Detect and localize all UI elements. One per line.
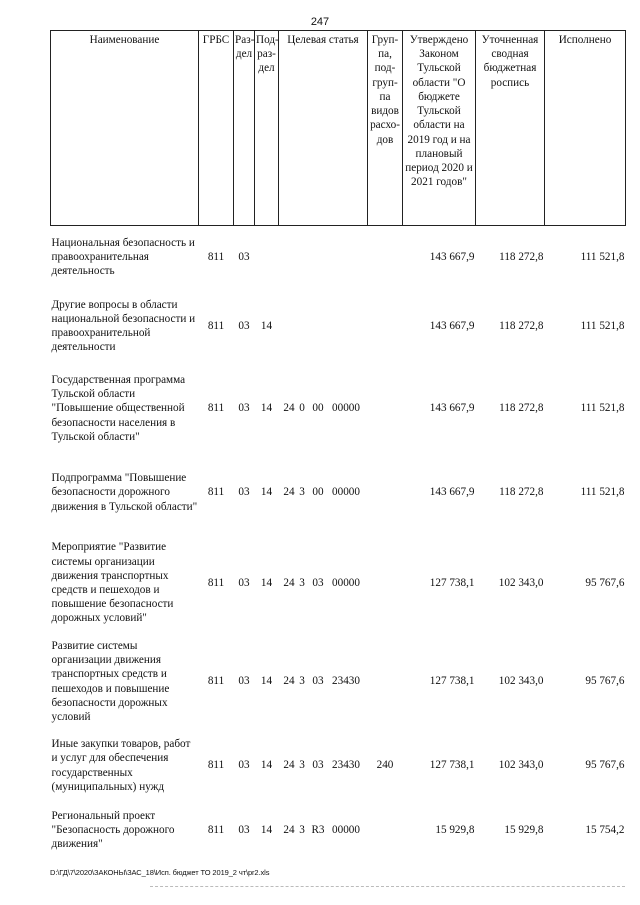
row-name: Подпрограмма "Повышение безопасности дорожного движения в Тульской области" — [51, 472, 198, 513]
row-refined: 15 929,8 — [504, 823, 544, 836]
row-target — [279, 635, 368, 729]
row-grbs: 811 — [207, 576, 225, 589]
row-razdel: 03 — [238, 759, 250, 772]
target-segment-t4: 00000 — [332, 823, 360, 836]
row-razdel: 03 — [238, 402, 250, 415]
row-approved: 127 738,1 — [429, 759, 475, 772]
target-segment-t2: 3 — [299, 675, 305, 688]
table-row — [51, 289, 626, 364]
row-refined: 118 272,8 — [499, 319, 544, 332]
row-approved: 143 667,9 — [429, 402, 475, 415]
target-segment-t3: R3 — [311, 823, 325, 836]
row-target — [279, 729, 368, 803]
row-razdel: 03 — [238, 319, 250, 332]
header-razdel: Раз-дел — [234, 31, 255, 226]
footer-divider — [150, 886, 625, 887]
target-segment-t2: 0 — [299, 402, 305, 415]
row-executed: 111 521,8 — [580, 402, 625, 415]
page-number: 247 — [310, 16, 330, 28]
file-path-footer: D:\ГД\7\2020\ЗАКОНЫ\ЗАС_18\Исп. бюджет ТО 2019_2 чт\pr2.xls — [50, 868, 270, 877]
row-approved: 15 929,8 — [435, 823, 475, 836]
row-executed: 111 521,8 — [580, 319, 625, 332]
target-segment-t2: 3 — [299, 576, 305, 589]
row-group — [368, 454, 403, 532]
table-row — [51, 532, 626, 635]
row-grbs: 811 — [207, 319, 225, 332]
row-executed: 111 521,8 — [580, 486, 625, 499]
row-refined: 102 343,0 — [498, 759, 544, 772]
table-row — [51, 226, 626, 289]
target-segment-t2: 3 — [299, 486, 305, 499]
table-row — [51, 364, 626, 454]
row-podrazdel: 14 — [260, 675, 273, 688]
row-grbs: 811 — [207, 251, 225, 264]
row-target — [279, 226, 368, 289]
row-razdel: 03 — [238, 486, 250, 499]
budget-table — [50, 30, 626, 858]
target-segment-t3: 00 — [312, 402, 324, 415]
row-grbs: 811 — [207, 486, 225, 499]
row-approved: 143 667,9 — [429, 319, 475, 332]
table-row — [51, 454, 626, 532]
target-segment-t4: 00000 — [332, 486, 360, 499]
row-target — [279, 364, 368, 454]
table-row — [51, 729, 626, 803]
target-segment-t1: 24 — [283, 675, 295, 688]
row-razdel: 03 — [238, 675, 250, 688]
target-segment-t4: 23430 — [332, 759, 360, 772]
row-grbs: 811 — [207, 675, 225, 688]
target-segment-t3: 03 — [312, 675, 324, 688]
row-razdel: 03 — [238, 823, 250, 836]
target-segment-t2: 3 — [299, 823, 305, 836]
header-podrazdel: Под-раз-дел — [255, 31, 279, 226]
row-name: Другие вопросы в области национальной безопасности и правоохранительной деятельности — [51, 298, 196, 354]
row-grbs: 811 — [207, 402, 225, 415]
row-refined: 102 343,0 — [498, 675, 544, 688]
target-segment-t1: 24 — [283, 576, 295, 589]
row-grbs: 811 — [207, 823, 225, 836]
row-group — [368, 532, 403, 635]
target-segment-t3: 00 — [312, 486, 324, 499]
row-refined: 118 272,8 — [499, 402, 544, 415]
row-approved: 143 667,9 — [429, 251, 475, 264]
row-grbs: 811 — [207, 759, 225, 772]
header-name: Наименование — [51, 31, 199, 226]
row-target — [279, 289, 368, 364]
row-group — [368, 803, 403, 858]
target-segment-t4: 23430 — [332, 675, 360, 688]
target-segment-t3: 03 — [312, 576, 324, 589]
row-podrazdel: 14 — [260, 823, 273, 836]
row-approved: 127 738,1 — [429, 675, 475, 688]
header-refined: Уточненная сводная бюджетная роспись — [476, 31, 545, 226]
row-razdel: 03 — [238, 251, 250, 264]
target-segment-t1: 24 — [283, 402, 295, 415]
header-target: Целевая статья — [279, 31, 368, 226]
row-approved: 127 738,1 — [429, 576, 475, 589]
table-row — [51, 803, 626, 858]
row-executed: 95 767,6 — [585, 576, 625, 589]
row-name: Развитие системы организации движения транспортных средств и пешеходов и повышение безопасности дорожных условий — [51, 639, 170, 723]
row-group — [368, 635, 403, 729]
row-name: Мероприятие "Развитие системы организации движения транспортных средств и пешеходов и повышение безопасности дорожных условий" — [51, 541, 174, 625]
target-segment-t3: 03 — [312, 759, 324, 772]
row-refined: 118 272,8 — [499, 251, 544, 264]
row-executed: 15 754,2 — [585, 823, 625, 836]
table-body — [51, 226, 626, 858]
row-group — [368, 364, 403, 454]
row-podrazdel: 14 — [260, 319, 273, 332]
row-executed: 95 767,6 — [585, 675, 625, 688]
row-name: Иные закупки товаров, работ и услуг для обеспечения государственных (муниципальных) нужд — [51, 738, 191, 793]
row-group — [368, 226, 403, 289]
row-group — [368, 289, 403, 364]
row-group: 240 — [376, 759, 394, 772]
row-refined: 102 343,0 — [498, 576, 544, 589]
row-podrazdel: 14 — [260, 486, 273, 499]
row-approved: 143 667,9 — [429, 486, 475, 499]
header-group: Груп-па, под-груп-па видов расхо-дов — [368, 31, 403, 226]
row-podrazdel: 14 — [260, 402, 273, 415]
row-refined: 118 272,8 — [499, 486, 544, 499]
row-target — [279, 803, 368, 858]
row-podrazdel: 14 — [260, 759, 273, 772]
row-executed: 111 521,8 — [580, 251, 625, 264]
row-podrazdel: 14 — [260, 576, 273, 589]
row-executed: 95 767,6 — [585, 759, 625, 772]
target-segment-t4: 00000 — [332, 576, 360, 589]
header-executed: Исполнено — [545, 31, 626, 226]
target-segment-t1: 24 — [283, 823, 295, 836]
table-row — [51, 635, 626, 729]
row-podrazdel — [255, 226, 279, 289]
row-name: Региональный проект "Безопасность дорожного движения" — [51, 809, 175, 851]
target-segment-t2: 3 — [299, 759, 305, 772]
target-segment-t4: 00000 — [332, 402, 360, 415]
header-grbs: ГРБС — [199, 31, 234, 226]
target-segment-t1: 24 — [283, 486, 295, 499]
row-name: Национальная безопасность и правоохранительная деятельность — [51, 236, 195, 278]
target-segment-t1: 24 — [283, 759, 295, 772]
table-header — [51, 31, 626, 226]
row-razdel: 03 — [238, 576, 250, 589]
row-target — [279, 454, 368, 532]
row-target — [279, 532, 368, 635]
row-name: Государственная программа Тульской области "Повышение общественной безопасности населения в Тульской области" — [51, 373, 186, 443]
header-approved: Утверждено Законом Тульской области "О бюджете Тульской области на 2019 год и на плановый период 2020 и 2021 годов" — [403, 31, 476, 226]
